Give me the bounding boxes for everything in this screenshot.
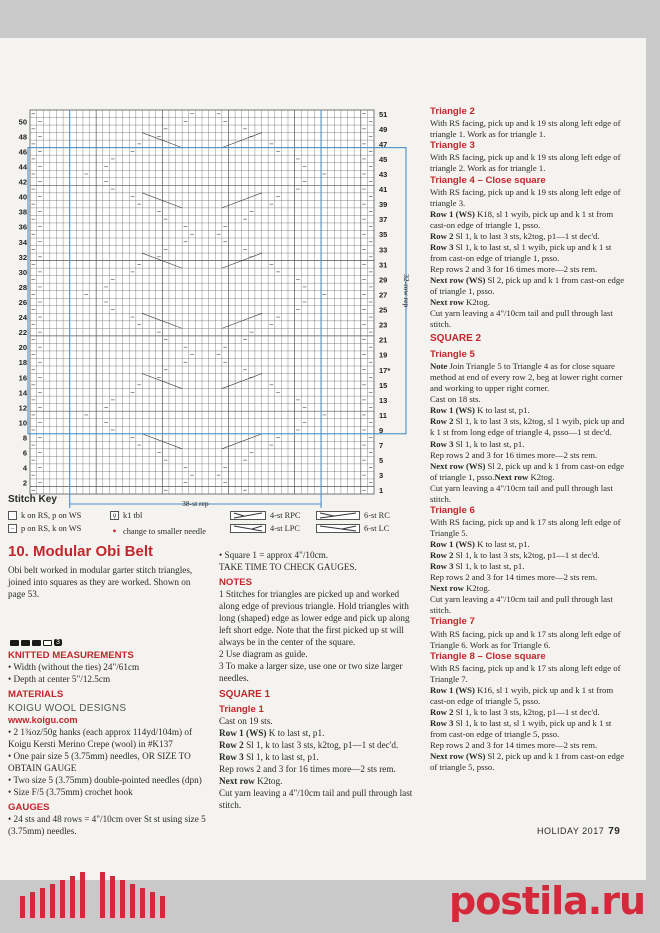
chart-grid [28, 110, 406, 508]
stitch-repeat-label: 38-st rep [182, 499, 209, 508]
right-row-number: 23 [379, 320, 388, 330]
left-row-number: 30 [18, 267, 27, 277]
triangle-4-heading: Triangle 4 – Close square [430, 174, 546, 186]
page-footer [537, 826, 620, 837]
brand-url[interactable]: www.koigu.com [8, 714, 78, 725]
triangle-6-heading: Triangle 6 [430, 504, 475, 516]
right-row-number: 45 [379, 154, 388, 164]
watermark-bars [20, 872, 165, 918]
left-row-number: 4 [22, 463, 27, 473]
triangle-7-heading: Triangle 7 [430, 616, 475, 628]
left-row-number: 50 [18, 117, 27, 127]
right-row-number: 7 [379, 441, 384, 451]
left-row-number: 24 [18, 313, 27, 323]
left-row-number: 42 [18, 177, 27, 187]
left-row-number: 32 [18, 252, 27, 262]
materials-heading: MATERIALS [8, 689, 64, 701]
empty-square-icon [8, 511, 17, 520]
issue-label: HOLIDAY 2017 [537, 826, 605, 836]
left-row-number: 18 [18, 358, 27, 368]
right-row-number: 11 [379, 410, 387, 420]
column-3: Triangle 2 With RS facing, pick up and k 19 sts along left edge of triangle 1. Work as for triangle 1. Triangle 3 With RS facing, pick up and k 19 sts along left edge of triangle 2. Work as for triangle 1. Triangle 4 – Close square With RS facing, pick up and k 19 sts along left edge of triangle 3. Row 1 (WS) K18, sl 1 wyib, pick up and k 1 st from cast-on edge of triangle 1, psso. Row 2 Sl 1, k to last 3 sts, k2tog, p1—1 st dec'd. Row 3 Sl 1, k to last st, sl 1 wyib, pick up and k 1 st from cast-on edge of triangle 1, psso. Rep rows 2 and 3 for 16 times more—2 sts rem. Next row (WS) Sl 2, pick up and k 1 from cast-on edge of triangle 1, psso. Next row K2tog. Cut yarn leaving a 4"/10cm tail and pull through last stitch. SQUARE 2 Triangle 5 Note Join Triangle 5 to Triangle 4 as for close square method at end of every row 2, beg at lower right corner and working to upper right corner. Cast on 18 sts. Row 1 (WS) K to last st, p1. Row 2 Sl 1, k to last 3 sts, k2tog, sl 1 wyib, pick up and k 1 st from long edge of triangle 4, psso—1 st dec'd. Row 3 Sl 1, k to last st, p1. Rep rows 2 and 3 for 16 times more—2 sts rem. Next row (WS) Sl 2, pick up and k 1 from cast-on edge of triangle 1, psso.Next row K2tog. Cut yarn leaving a 4"/10cm tail and pull through last stitch. Triangle 6 With RS facing, pick up and k 17 sts along left edge of Triangle 5. Row 1 (WS) K to last st, p1. Row 2 Sl 1, k to last 3 sts, k2tog, p1—1 st dec'd. Row 3 Sl 1, k to last st, p1. Rep rows 2 and 3 for 14 times more—2 sts rem. Next row K2tog. Cut yarn leaving a 4"/10cm tail and pull through last stitch. Triangle 7 With RS facing, pick up and k 17 sts along left edge of Triangle 6. Work as for Triangle 6. Triangle 8 – Close square With RS facing, pick up and k 17 sts along left edge of Triangle 7. Row 1 (WS) K16, sl 1 wyib, pick up and k 1 st from cast-on edge of triangle 5, psso. Row 2 Sl 1, k to last 3 sts, k2tog, p1—1 st dec'd. Row 3 Sl 1, k to last st, sl 1 wyib, pick up and k 1 st from cast-on edge of triangle 5, psso. Rep rows 2 and 3 for 14 times more—2 sts rem. Next row (WS) Sl 2, pick up and k 1 from cast-on edge of triangle 5, psso. [430, 106, 630, 773]
left-row-number: 26 [18, 298, 27, 307]
knitted-measurements-heading: KNITTED MEASUREMENTS [8, 650, 134, 661]
triangle-5-heading: Triangle 5 [430, 349, 475, 360]
right-row-number: 5 [379, 456, 384, 466]
rpc-cable-icon [230, 511, 266, 520]
dash-square-icon: – [8, 524, 17, 533]
right-row-number: 9 [379, 426, 384, 435]
row-repeat-label: 32-row rep [402, 274, 411, 308]
lpc-cable-icon [230, 524, 266, 533]
left-row-number: 40 [18, 192, 27, 202]
right-row-number: 13 [379, 395, 388, 405]
right-row-number: 35 [379, 230, 388, 240]
column-2: • Square 1 = approx 4"/10cm. TAKE TIME TO CHECK GAUGES. NOTES 1 Stitches for triangles are picked up and worked along edge of previous triangle. Hold triangles with long (shaped) edge as lower edge and pick up along left short edge. Note that the first picked up st will always be in the center of the square. 2 Use diagram as guide. 3 To make a larger size, use one or two size larger needles. SQUARE 1 Triangle 1 Cast on 19 sts. Row 1 (WS) K to last st, p1. Row 2 Sl 1, k to last 3 sts, k2tog, p1—1 st dec'd. Row 3 Sl 1, k to last st, p1. Rep rows 2 and 3 for 16 times more—2 sts rem. Next row K2tog. Cut yarn leaving a 4"/10cm tail and pull through last stitch. [219, 550, 417, 812]
left-row-number: 44 [18, 162, 27, 172]
right-row-number: 51 [379, 109, 388, 119]
right-row-number: 29 [379, 275, 388, 285]
notes-heading: NOTES [219, 576, 253, 588]
page-number: 79 [608, 826, 621, 837]
triangle-1-heading: Triangle 1 [219, 704, 264, 715]
gauges-heading: GAUGES [8, 801, 50, 813]
left-row-number: 28 [18, 282, 27, 292]
square-1-heading: SQUARE 1 [219, 689, 271, 700]
left-row-number: 22 [18, 328, 27, 338]
left-row-number: 16 [18, 373, 27, 383]
key-item-k1tbl: ǫ k1 tbl [110, 511, 142, 520]
stitch-key-title: Stitch Key [8, 494, 57, 505]
magazine-page [0, 38, 646, 880]
left-row-number: 46 [18, 147, 27, 157]
left-row-number: 48 [18, 132, 27, 142]
right-row-number: 15 [379, 380, 388, 390]
rc-cable-icon [316, 511, 360, 520]
triangle-2-heading: Triangle 2 [430, 106, 475, 117]
left-row-number: 10 [18, 418, 27, 428]
pattern-intro: Obi belt worked in modular garter stitch triangles, joined into squares as they are worked. Shown on page 53. [8, 565, 193, 599]
right-row-number: 3 [379, 471, 384, 481]
right-row-number: 33 [379, 245, 388, 255]
red-dot-icon: • [112, 524, 117, 538]
right-row-number: 43 [379, 170, 388, 179]
key-item-knit: k on RS, p on WS [8, 511, 81, 520]
key-item-6st-rc: 6-st RC [316, 511, 390, 520]
key-item-6st-lc: 6-st LC [316, 524, 389, 533]
right-row-number: 47 [379, 139, 388, 149]
right-row-number: 21 [379, 335, 388, 345]
left-row-number: 6 [22, 448, 27, 458]
column-1 [8, 565, 206, 601]
right-row-number: 1 [379, 486, 384, 496]
left-row-number: 20 [18, 343, 27, 353]
left-row-number: 2 [22, 478, 27, 488]
triangle-3-heading: Triangle 3 [430, 140, 475, 152]
twisted-stitch-icon: ǫ [110, 511, 119, 520]
left-row-number: 38 [18, 207, 27, 217]
right-row-number: 31 [379, 260, 388, 270]
right-row-number: 41 [379, 185, 388, 195]
right-row-number: 49 [379, 124, 388, 134]
left-row-number: 34 [18, 237, 27, 247]
right-row-number: 27 [379, 290, 388, 300]
left-row-number: 8 [22, 433, 27, 443]
square-2-heading: SQUARE 2 [430, 333, 482, 345]
right-row-number: 25 [379, 305, 388, 315]
key-item-needle-change: • change to smaller needle [110, 524, 206, 539]
left-row-number: 12 [18, 403, 27, 413]
right-row-number: 17* [379, 365, 391, 375]
brand-name: KOIGU WOOL DESIGNS [8, 702, 127, 714]
pattern-title: 10. Modular Obi Belt [8, 543, 154, 560]
skill-level-rating [10, 639, 62, 646]
right-row-number: 37 [379, 215, 388, 225]
watermark-text: postila.ru [449, 879, 646, 923]
lc-cable-icon [316, 524, 360, 533]
triangle-8-heading: Triangle 8 – Close square [430, 650, 546, 662]
right-row-number: 19 [379, 350, 388, 360]
right-row-number: 39 [379, 200, 388, 210]
key-item-4st-lpc: 4-st LPC [230, 524, 300, 533]
left-row-number: 36 [18, 222, 27, 232]
skill-level-badge: 3 [56, 639, 60, 646]
key-item-4st-rpc: 4-st RPC [230, 511, 301, 520]
left-row-number: 14 [18, 388, 27, 398]
column-1-details: KNITTED MEASUREMENTS • Width (without the ties) 24"/61cm • Depth at center 5"/12.5cm MATERIALS KOIGU WOOL DESIGNS www.koigu.com • 2 1¾oz/50g hanks (each approx 114yd/104m) of Koigu Kersti Merino Crepe (wool) in #K137 • One pair size 5 (3.75mm) needles, OR SIZE TO OBTAIN GAUGE • Two size 5 (3.75mm) double-pointed needles (dpn) • Size F/5 (3.75mm) crochet hook GAUGES • 24 sts and 48 rows = 4"/10cm over St st using size 5 (3.75mm) needles. [8, 650, 206, 836]
key-item-purl: – p on RS, k on WS [8, 524, 81, 533]
